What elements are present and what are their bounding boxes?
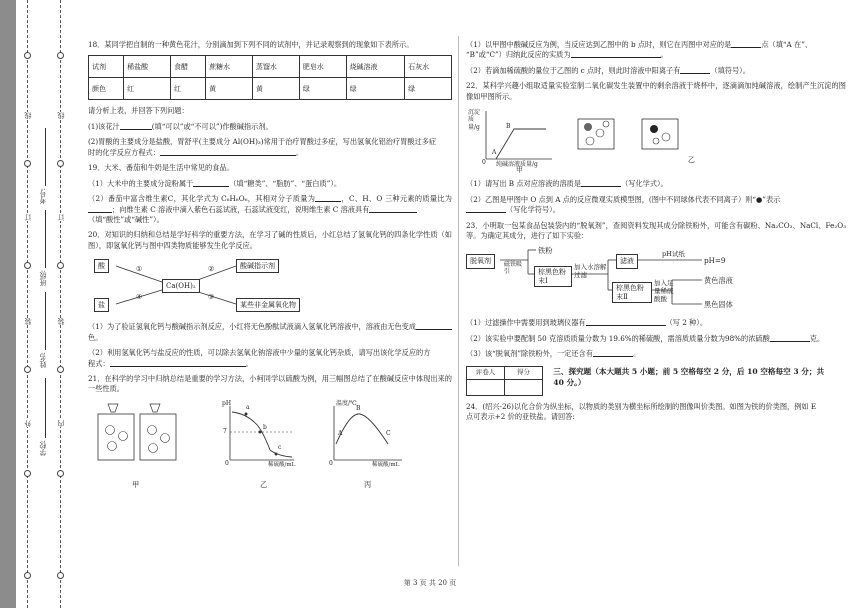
black-solid-label: 黑色固体 — [704, 300, 733, 310]
margin-char: 订 — [24, 214, 32, 221]
q23-sub1 — [466, 318, 846, 328]
ph9-label: pH=9 — [704, 256, 726, 266]
fig-label-yi: 乙 — [688, 156, 695, 165]
origin-label: 0 — [225, 459, 229, 467]
left-column — [88, 40, 452, 490]
text: （2）利用氢氧化钙与盐反应的性质，可以除去氢氧化钠溶液中少量的氢氧化钙杂质，请写出该化学反应的方 — [88, 348, 431, 358]
text: （1）大米中的主要成分淀粉属于 — [88, 178, 194, 188]
table-row — [89, 78, 452, 100]
column-divider — [458, 36, 459, 566]
table-cell: 颜色 — [89, 78, 124, 100]
deoxidizer-box: 脱氧剂 — [466, 254, 495, 268]
filtrate-box: 滤液 — [616, 254, 638, 268]
table-cell: 蒸馏水 — [252, 56, 299, 78]
text: (1)该花汁 — [88, 121, 120, 131]
score-label: 得分 — [505, 366, 543, 379]
indicator-box: 酸碱指示剂 — [236, 259, 279, 273]
q20-diagram — [88, 256, 452, 316]
text: （填符号）。 — [710, 65, 750, 75]
point-b: b — [263, 423, 267, 431]
q23-sub2 — [466, 334, 846, 344]
q21-figures — [88, 400, 452, 474]
point-A: A — [338, 429, 343, 437]
q23-flowchart — [466, 246, 846, 312]
margin-char: 线 — [57, 112, 65, 119]
origin-label: 0 — [329, 459, 333, 467]
point-B: B — [506, 123, 511, 131]
ph7-tick: 7 — [223, 427, 227, 435]
text: （1）为了验证氢氧化钙与酸碱指示剂反应，小红将无色酚酞试液滴入氢氧化钙溶液中，溶液由无色变成 — [88, 322, 417, 332]
q18-sub1 — [88, 122, 452, 132]
table-cell: 绿 — [299, 78, 346, 100]
binding-hole — [24, 366, 31, 373]
text: （2）若滴加稀硫酸的量位于乙图的 c 点时，则此时溶液中阳离子有 — [466, 65, 681, 75]
id-label: 考号: — [39, 188, 47, 205]
text: （写化学式）。 — [621, 179, 668, 189]
text: （填“酸性”或“碱性”）。 — [88, 214, 164, 224]
q20-stem: 20．对知识的归纳和总结是学好科学的重要方法，在学习了碱的性质后，小红总结了氢氧化钙的四条化学性质（如图），即氢氧化钙与图中四类物质能够发生化学反应。 — [88, 230, 452, 250]
q24-stem — [466, 402, 846, 423]
table-cell: 绿 — [405, 78, 452, 100]
table-cell: 蔗糖水 — [206, 56, 253, 78]
text: （2）乙图是甲图中 O 点到 A 点的反应微观实质模型图，(图中不同球体代表不同离子）则“●”表示 — [466, 194, 781, 204]
temp-axis-label: 温度/℃ — [336, 399, 357, 407]
answer-blank[interactable] — [416, 322, 452, 330]
table-cell: 红 — [170, 78, 205, 100]
point-C: C — [386, 429, 391, 437]
text: （填“糖类”、“脂肪”、“蛋白质”）。 — [229, 178, 342, 188]
yellow-solution-label: 黄色溶液 — [704, 276, 733, 286]
q21-sub1: （1）以甲图中酸碱反应为例，当反应达到乙图中的 b 点时，则它在丙图中对应的是 点（填“A 在”、 “B”或“C”）归纳此反应的实质为 。 — [466, 40, 813, 60]
binding-hole — [24, 52, 31, 59]
answer-blank[interactable] — [680, 66, 710, 74]
iron-label: 铁粉 — [538, 246, 553, 256]
answer-blank[interactable] — [315, 194, 341, 202]
q21-sub2 — [466, 66, 846, 76]
text: 点（填“A 在”、 — [761, 40, 813, 49]
margin-char: 线 — [24, 112, 32, 119]
text: （1）过滤操作中需要用到玻璃仪器有 — [466, 318, 586, 328]
outer-cut-line — [27, 0, 28, 608]
add-acid-label: 加入足量稀硫酸酸 — [654, 279, 674, 303]
oxide-box: 某些非金属氧化物 — [236, 298, 300, 312]
dissolve-filter-label: 加入水溶解过滤 — [574, 263, 607, 280]
binding-hole — [57, 160, 64, 167]
score-box — [466, 366, 543, 396]
q22-figures — [466, 107, 846, 173]
table-cell: 试剂 — [89, 56, 124, 78]
x-axis-label: 纯碱溶液质量/g — [496, 161, 538, 169]
table-cell: 食醋 — [170, 56, 205, 78]
binding-hole — [57, 366, 64, 373]
answer-blank[interactable] — [571, 50, 661, 58]
answer-blank[interactable] — [88, 205, 112, 213]
margin-char: 内 — [57, 420, 65, 427]
text: （1）请写出 B 点对应溶液的溶质是 — [466, 179, 582, 189]
black-powder-1-box: 棕黑色粉末Ⅰ — [534, 266, 572, 287]
answer-blank[interactable] — [731, 40, 761, 48]
answer-blank[interactable] — [193, 179, 229, 187]
answer-blank[interactable] — [120, 122, 152, 130]
point-c: c — [278, 443, 282, 451]
answer-blank[interactable] — [160, 148, 296, 156]
binding-hole — [57, 470, 64, 477]
answer-blank[interactable] — [770, 334, 810, 342]
indicator-table — [88, 55, 452, 100]
margin-char: 装 — [57, 318, 65, 325]
label-2: ② — [208, 264, 215, 274]
table-cell: 稀盐酸 — [124, 56, 171, 78]
text: 时的化学反应方程式： — [88, 147, 160, 157]
q20-sub2: （2）利用氢氧化钙与盐反应的性质，可以除去氢氧化钠溶液中少量的氢氧化钙杂质，请写出该化学反应的方 程式： 。 — [88, 348, 431, 368]
reviewer-input[interactable] — [467, 379, 505, 395]
magnet-label: 磁铁吸引 — [504, 261, 523, 276]
answer-blank[interactable] — [369, 205, 417, 213]
margin-char: 装 — [24, 318, 32, 325]
fig-label-jia: 甲 — [516, 166, 523, 175]
q19-sub1 — [88, 179, 452, 189]
point-A: A — [492, 149, 497, 157]
table-cell: 石灰水 — [405, 56, 452, 78]
table-row — [89, 56, 452, 78]
fig-label-jia: 甲 — [132, 479, 140, 489]
answer-blank[interactable] — [586, 318, 666, 326]
text: （写化学符号）。 — [506, 205, 560, 215]
acid-box: 酸 — [94, 259, 109, 273]
answer-blank[interactable] — [581, 179, 621, 187]
table-cell: 黄 — [206, 78, 253, 100]
table-row — [467, 379, 543, 395]
text: ；向维生素 C 溶液中滴入紫色石蕊试液，石蕊试液变红，说明维生素 C 溶液具有 — [112, 204, 370, 214]
class-field[interactable] — [45, 210, 46, 268]
q21-stem: 21．在科学的学习中归纳总结是重要的学习方法，小柯同学以硫酸为例，用三幅图总结了在酸碱反应中体现出来的一些性质。 — [88, 374, 452, 394]
q19-stem: 19．大米、番茄和牛奶是生活中常见的食品。 — [88, 163, 234, 173]
text: （2）番茄中富含维生素C，其化学式为 C₆H₈O₆，其相对分子质量为 — [88, 194, 316, 204]
caoh2-box: Ca(OH)₂ — [162, 279, 200, 293]
point-B: B — [356, 404, 361, 412]
name-label: 姓名: — [39, 352, 47, 369]
text: 克。 — [809, 333, 825, 343]
text: (填“可以”或“不可以”)作酸碱指示剂。 — [151, 121, 273, 131]
text: “B”或“C”）归纳此反应的实质为 — [466, 50, 571, 60]
inner-cut-line — [60, 0, 61, 608]
text: 点可表示+2 价的亚铁盐。请回答: — [466, 412, 575, 422]
point-a: a — [246, 403, 250, 411]
q23-stem: 23．小明取一包某食品包装袋内的“脱氧剂”，查阅资料发现其成分除铁粉外，可能含有碳粉、Na₂CO₃、NaCl、Fe₂O₃ 等。为确定其成分，进行了如下实验： — [466, 220, 846, 240]
fig-label-yi: 乙 — [260, 479, 268, 489]
answer-blank[interactable] — [110, 359, 246, 367]
school-label: 学校: — [39, 440, 47, 457]
salt-box: 盐 — [94, 298, 109, 312]
answer-blank[interactable] — [593, 349, 633, 357]
binding-hole — [24, 470, 31, 477]
ph-paper-label: pH试纸 — [662, 250, 685, 259]
gray-band — [0, 0, 16, 608]
text: （2）该实验中要配制 50 克溶质质量分数为 19.6%的稀硫酸，需溶质质量分数为98%的浓硫酸 — [466, 333, 770, 343]
binding-hole — [24, 262, 31, 269]
text: (2)胃酸的主要成分是盐酸，胃舒平(主要成分 Al(OH)₃)常用于治疗胃酸过多症，写出氢氧化铝治疗胃酸过多症 — [88, 137, 437, 147]
class-label: 班级: — [39, 270, 47, 287]
q21-fig-labels — [88, 480, 452, 490]
school-field[interactable] — [45, 378, 46, 438]
text: ，C、H、O 三种元素的质量比为 — [341, 194, 452, 204]
text: 程式： — [88, 358, 110, 368]
right-column — [466, 40, 846, 428]
label-3: ③ — [208, 292, 215, 302]
label-1: ① — [136, 264, 143, 274]
table-cell: 绿 — [346, 78, 405, 100]
q22-stem: 22．某科学兴趣小组取适量实验室制二氧化碳发生装置中的剩余溶液于烧杯中，逐滴滴加纯碱溶液，绘制产生沉淀的图像如甲图所示。 — [466, 81, 846, 101]
answer-blank[interactable] — [466, 205, 506, 213]
q18-intro: 请分析上表，并回答下列问题： — [88, 106, 189, 116]
table-cell: 黄 — [252, 78, 299, 100]
text: （1）以甲图中酸碱反应为例，当反应达到乙图中的 b 点时，则它在丙图中对应的是 — [466, 40, 732, 49]
text: 。 — [632, 349, 641, 359]
q20-sub1 — [88, 322, 452, 343]
black-powder-2-box: 棕黑色粉末Ⅱ — [612, 282, 652, 303]
q22-sub2 — [466, 195, 846, 216]
text: （3）该“脱氧剂”除铁粉外，一定还含有 — [466, 349, 593, 359]
text: 24．(绍兴-26)以化合价为纵坐标，以物质的类别为横坐标所绘制的图像叫价类图。如图为铁的价类图，例如 E — [466, 401, 817, 411]
origin-label: 0 — [482, 159, 486, 167]
section-title: 三、探究题（本大题共 5 小题；前 5 空格每空 2 分，后 10 空格每空 3 分；共 40 分。） — [553, 366, 825, 387]
binding-hole — [57, 262, 64, 269]
q19-sub2 — [88, 194, 452, 225]
name-field[interactable] — [45, 292, 46, 350]
label-4: ④ — [136, 292, 143, 302]
table-row — [467, 366, 543, 379]
y-axis-label: 沉淀质量/g — [468, 109, 481, 131]
q22-sub1 — [466, 179, 846, 189]
binding-hole — [57, 52, 64, 59]
x-axis-label: 稀硫酸/mL — [372, 461, 400, 468]
text: （写 2 种）。 — [665, 318, 708, 328]
text: 色。 — [88, 332, 103, 342]
ph-axis-label: pH — [222, 399, 232, 407]
score-input[interactable] — [505, 379, 543, 395]
x-axis-label: 稀硫酸/mL — [268, 461, 296, 468]
reviewer-label: 评卷人 — [467, 366, 505, 379]
q23-sub3 — [466, 349, 846, 359]
binding-margin — [0, 0, 72, 608]
q18-stem: 18．某同学把自制的一种黄色花汁，分别滴加到下列不同的试剂中，并记录观察到的现象如下表所示。 — [88, 40, 414, 49]
margin-char: 外 — [24, 420, 32, 427]
binding-hole — [24, 160, 31, 167]
id-field[interactable] — [45, 128, 46, 186]
margin-char: 订 — [57, 214, 65, 221]
page-footer: 第 3 页 共 20 页 — [403, 579, 457, 587]
table-cell: 红 — [124, 78, 171, 100]
table-cell: 肥皂水 — [299, 56, 346, 78]
q18-sub2: (2)胃酸的主要成分是盐酸，胃舒平(主要成分 Al(OH)₃)常用于治疗胃酸过多症，写出氢氧化铝治疗胃酸过多症 时的化学反应方程式： 。 — [88, 137, 437, 157]
table-cell: 烧碱溶液 — [346, 56, 405, 78]
fig-label-bing: 丙 — [364, 479, 372, 489]
section-header — [466, 366, 846, 396]
